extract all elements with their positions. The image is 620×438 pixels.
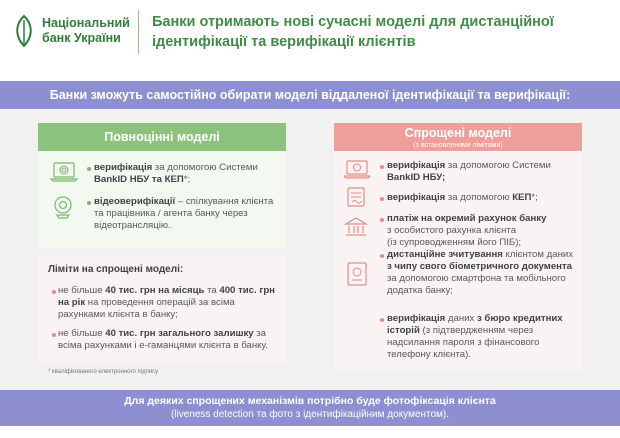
right-item-2: [387, 192, 577, 204]
nbu-emblem-icon: [12, 14, 36, 48]
item-text: – спілкування клієнта: [175, 196, 274, 207]
bullet: [380, 197, 384, 201]
bank-icon: [344, 216, 368, 238]
item-bold: верифікація: [387, 313, 446, 324]
page-title: [152, 12, 612, 52]
simplified-subtitle: (з встановленими лімітами): [413, 142, 503, 149]
item-text: не більше: [58, 328, 106, 339]
simplified-title: Спрощені моделі: [404, 126, 512, 140]
item-text: за допомогою Системи: [152, 162, 258, 173]
nbu-logo: [12, 12, 130, 52]
item-text: та працівника / агента банку через: [94, 208, 248, 219]
item-bold: з чипу свого біометричного документа: [387, 261, 572, 272]
item-text: за допомогою Системи: [445, 160, 551, 171]
footnote: * кваліфікованого електронного підпису: [48, 369, 159, 375]
item-bold: на рік: [58, 297, 86, 308]
item-text: за допомогою смартфона та мобільного: [387, 273, 566, 284]
bullet: [380, 318, 384, 322]
item-text: за: [253, 328, 267, 339]
item-bold: верифікація: [387, 192, 446, 203]
item-text: телефону клієнта).: [387, 349, 471, 360]
bullet: [87, 201, 91, 205]
item-bold: BankID НБУ;: [387, 172, 446, 183]
item-bold: 40 тис. грн на місяць: [105, 285, 205, 296]
left-item-2: [94, 196, 284, 232]
item-bold: відеоверифікації: [94, 196, 176, 207]
logo-line2: банк України: [42, 31, 121, 45]
item-text: надсилання пароля з фінансового: [387, 337, 540, 348]
bullet: [52, 290, 56, 294]
logo-line1: Національний: [42, 16, 130, 30]
digital-signature-icon: [346, 186, 368, 208]
item-text: відеотрансляцію.: [94, 220, 171, 231]
item-bold: 400 тис. грн: [219, 285, 275, 296]
item-bold: BankID НБУ та КЕП: [94, 174, 184, 185]
right-item-4: [387, 249, 579, 297]
right-item-1: [387, 160, 577, 184]
footer-line2: (liveness detection та фото з ідентифікаційним документом).: [170, 409, 450, 420]
item-text: та: [204, 285, 220, 296]
item-bold: КЕП: [512, 192, 532, 203]
intro-banner: Банки зможуть самостійно обирати моделі віддаленої ідентифікації та верифікації:: [0, 81, 620, 109]
header-divider: [138, 10, 139, 54]
laptop-fingerprint-icon: [344, 160, 370, 180]
item-text: клієнтом даних: [502, 249, 574, 260]
simplified-models-header: [334, 123, 582, 151]
bullet: [380, 254, 384, 258]
passport-icon: [346, 262, 368, 286]
item-text: за допомогою: [445, 192, 513, 203]
item-text: *;: [531, 192, 538, 203]
bullet: [52, 333, 56, 337]
header: [0, 0, 620, 70]
item-text: *;: [183, 174, 191, 185]
full-models-header: Повноцінні моделі: [38, 123, 286, 151]
item-bold: платіж на окремий рахунок банку: [387, 213, 547, 224]
item-text: рахунками клієнта в банку;: [58, 309, 178, 320]
item-text: на проведення операцій за всіма: [85, 297, 235, 308]
right-item-5: [387, 313, 579, 361]
limits-item-1: [58, 285, 284, 321]
limits-item-2: [58, 328, 284, 352]
item-bold: верифікація: [387, 160, 446, 171]
footer-line1: Для деяких спрощених механізмів потрібно буде фотофіксація клієнта: [124, 395, 496, 407]
right-item-3: [387, 213, 577, 249]
item-text: (з підтвердженням через: [419, 325, 534, 336]
item-bold: історій: [387, 325, 420, 336]
title-line1: Банки отримають нові сучасні моделі для дистанційної: [152, 14, 554, 30]
bullet: [87, 167, 91, 171]
footer-banner: [0, 390, 620, 426]
bullet: [380, 218, 384, 222]
item-text: з особистого рахунка клієнта: [387, 225, 517, 236]
limits-title: Ліміти на спрощені моделі:: [48, 264, 184, 275]
item-bold: 40 тис. грн загального залишку: [105, 328, 254, 339]
item-bold: з бюро кредитних: [476, 313, 563, 324]
item-text: (із супроводженням його ПІБ);: [387, 237, 522, 248]
item-text: даних: [445, 313, 477, 324]
bullet: [380, 165, 384, 169]
item-bold: верифікація: [94, 162, 153, 173]
laptop-fingerprint-icon: [50, 161, 78, 183]
left-item-1: [94, 162, 284, 186]
item-text: всіма рахунками і е-гаманцями клієнта в банку.: [58, 340, 268, 351]
item-text: додатка банку;: [387, 285, 453, 296]
item-bold: дистанційне зчитування: [387, 249, 503, 260]
item-text: не більше: [58, 285, 106, 296]
webcam-icon: [52, 195, 74, 219]
title-line2: ідентифікації та верифікації клієнтів: [152, 34, 416, 50]
